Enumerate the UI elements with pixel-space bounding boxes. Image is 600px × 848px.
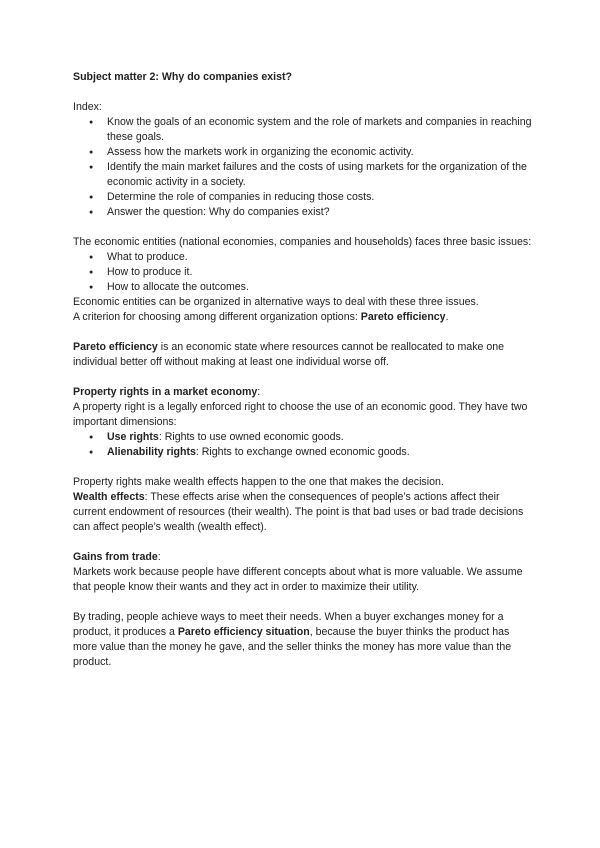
property-item-text: : Rights to use owned economic goods.	[158, 431, 344, 443]
index-item: ● Assess how the markets work in organizing the economic activity.	[73, 145, 533, 160]
criterion-bold: Pareto efficiency	[360, 311, 446, 323]
gains-heading	[73, 550, 533, 565]
entities-item: ● What to produce.	[73, 250, 533, 265]
pareto-term: Pareto efficiency	[73, 341, 158, 353]
wealth-intro: Property rights make wealth effects happen to the one that makes the decision.	[73, 476, 444, 488]
entities-intro: The economic entities (national economies, companies and households) faces three basic issues:	[73, 236, 532, 248]
index-item: ● Know the goals of an economic system and the role of markets and companies in reaching these goals.	[73, 115, 533, 145]
entities-item: ● How to produce it.	[73, 265, 533, 280]
pareto-definition	[73, 340, 533, 370]
document-page	[73, 70, 533, 670]
wealth-term: Wealth effects	[73, 491, 145, 503]
property-item-term: Alienability rights	[107, 446, 196, 458]
gains-text-2	[73, 610, 533, 670]
gains-heading-suffix: :	[157, 551, 161, 563]
index-list	[73, 115, 533, 220]
entities-list	[73, 250, 533, 295]
property-item	[73, 445, 533, 460]
gains-text-2-post: , because the buyer thinks the product has more value than the money he gave, and the seller thinks the money has more value than the product.	[73, 626, 512, 668]
gains-text-2-pre: By trading, people achieve ways to meet their needs. When a buyer exchanges money for a product, it produces a	[73, 611, 504, 638]
index-label: Index:	[73, 101, 102, 113]
page-title: Subject matter 2: Why do companies exist?	[73, 71, 292, 83]
wealth-text: : These effects arise when the consequences of people’s actions affect their current endowment of resources (their wealth). The point is that bad uses or bad trade decisions can affect people’s wealth (wealth effect).	[73, 491, 524, 533]
gains-text-1: Markets work because people have different concepts about what is more valuable. We assume that people know their wants and they act in order to maximize their utility.	[73, 566, 523, 593]
entities-item: ● How to allocate the outcomes.	[73, 280, 533, 295]
pareto-text: is an economic state where resources cannot be reallocated to make one individual better off without making at least one individual worse off.	[73, 341, 505, 368]
entities-organization-text: Economic entities can be organized in alternative ways to deal with these three issues.	[73, 296, 479, 308]
property-text: A property right is a legally enforced right to choose the use of an economic good. They have two important dimensions:	[73, 401, 528, 428]
index-item: ● Determine the role of companies in reducing those costs.	[73, 190, 533, 205]
wealth-definition	[73, 490, 533, 535]
property-heading-text: Property rights in a market economy	[73, 386, 258, 398]
criterion-text: A criterion for choosing among different organization options:	[73, 311, 361, 323]
index-item: ● Identify the main market failures and the costs of using markets for the organization of the economic activity in a society.	[73, 160, 533, 190]
property-heading	[73, 385, 533, 400]
entities-criterion-text	[73, 310, 533, 325]
property-item-term: Use rights	[107, 431, 159, 443]
property-item	[73, 430, 533, 445]
property-list	[73, 430, 533, 460]
gains-text-2-bold: Pareto efficiency situation	[177, 626, 310, 638]
index-item: ● Answer the question: Why do companies exist?	[73, 205, 533, 220]
property-heading-suffix: :	[257, 386, 261, 398]
property-item-text: : Rights to exchange owned economic goods.	[195, 446, 410, 458]
criterion-suffix: .	[445, 311, 449, 323]
gains-heading-text: Gains from trade	[73, 551, 158, 563]
